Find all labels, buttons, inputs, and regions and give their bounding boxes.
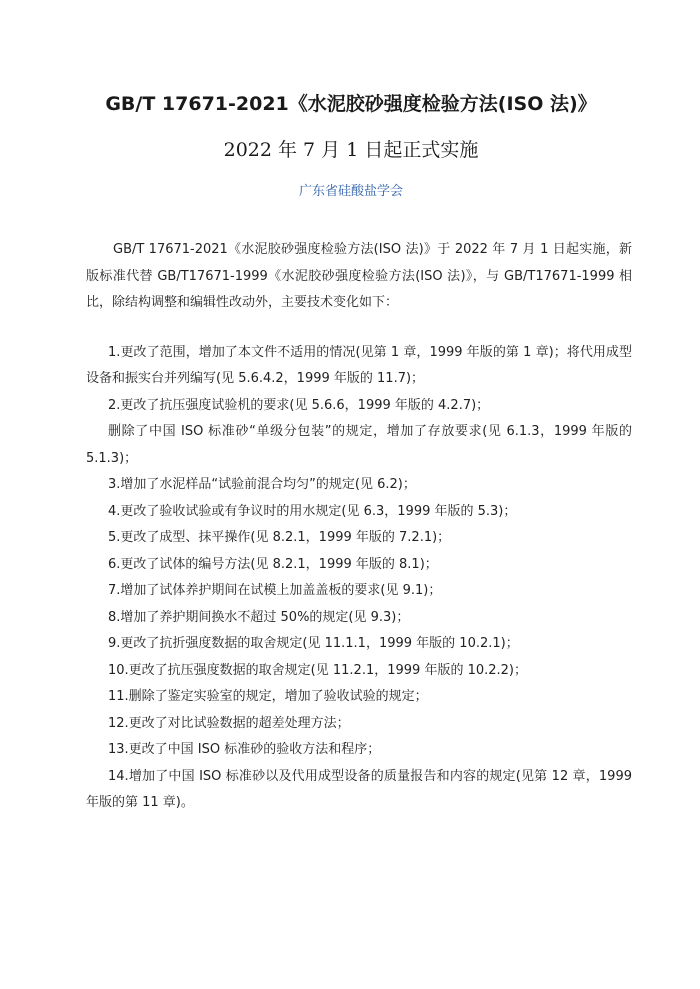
intro-paragraph: GB/T 17671-2021《水泥胶砂强度检验方法(ISO 法)》于 2022 年 7 月 1 日起实施，新版标准代替 GB/T17671-1999《水泥胶砂强度检验方法(ISO 法)》，与 GB/T17671-1999 相比，除结构调整和编辑性改动外，主要技术变化如下：	[86, 242, 632, 310]
change-item: 5.更改了成型、抹平操作(见 8.2.1，1999 年版的 7.2.1)；	[108, 530, 451, 545]
change-item: 7.增加了试体养护期间在试模上加盖盖板的要求(见 9.1)；	[108, 583, 442, 598]
change-item: 4.更改了验收试验或有争议时的用水规定(见 6.3，1999 年版的 5.3)；	[108, 503, 517, 519]
change-item: 6.更改了试体的编号方法(见 8.2.1，1999 年版的 8.1)；	[108, 556, 438, 572]
change-item: 14.增加了中国 ISO 标准砂以及代用成型设备的质量报告和内容的规定(见第 12 章，1999 年版的第 11 章)。	[86, 768, 632, 810]
change-item: 9.更改了抗折强度数据的取舍规定(见 11.1.1，1999 年版的 10.2.1)；	[108, 636, 519, 651]
effective-date-subtitle: 2022 年 7 月 1 日起正式实施	[223, 139, 479, 161]
changes-list	[86, 340, 632, 817]
change-item: 8.增加了养护期间换水不超过 50%的规定(见 9.3)；	[108, 609, 410, 625]
change-item: 3.增加了水泥样品“试验前混合均匀”的规定(见 6.2)；	[108, 477, 416, 492]
change-item: 1.更改了范围，增加了本文件不适用的情况(见第 1 章，1999 年版的第 1 章)；将代用成型设备和振实台并列编写(见 5.6.4.2，1999 年版的 11.7)；	[86, 344, 632, 386]
document-title: GB/T 17671-2021《水泥胶砂强度检验方法(ISO 法)》	[105, 93, 597, 115]
change-item: 10.更改了抗压强度数据的取舍规定(见 11.2.1，1999 年版的 10.2.2)；	[108, 662, 527, 678]
change-item: 2.更改了抗压强度试验机的要求(见 5.6.6，1999 年版的 4.2.7)；	[108, 397, 490, 413]
change-item: 11.删除了鉴定实验室的规定，增加了验收试验的规定；	[108, 689, 428, 704]
change-item: 13.更改了中国 ISO 标准砂的验收方法和程序；	[108, 742, 381, 757]
change-item: 12.更改了对比试验数据的超差处理方法；	[108, 715, 350, 731]
organization-name: 广东省硅酸盐学会	[298, 184, 403, 199]
change-item: 删除了中国 ISO 标准砂“单级分包装”的规定，增加了存放要求(见 6.1.3，1999 年版的 5.1.3)；	[86, 424, 632, 466]
